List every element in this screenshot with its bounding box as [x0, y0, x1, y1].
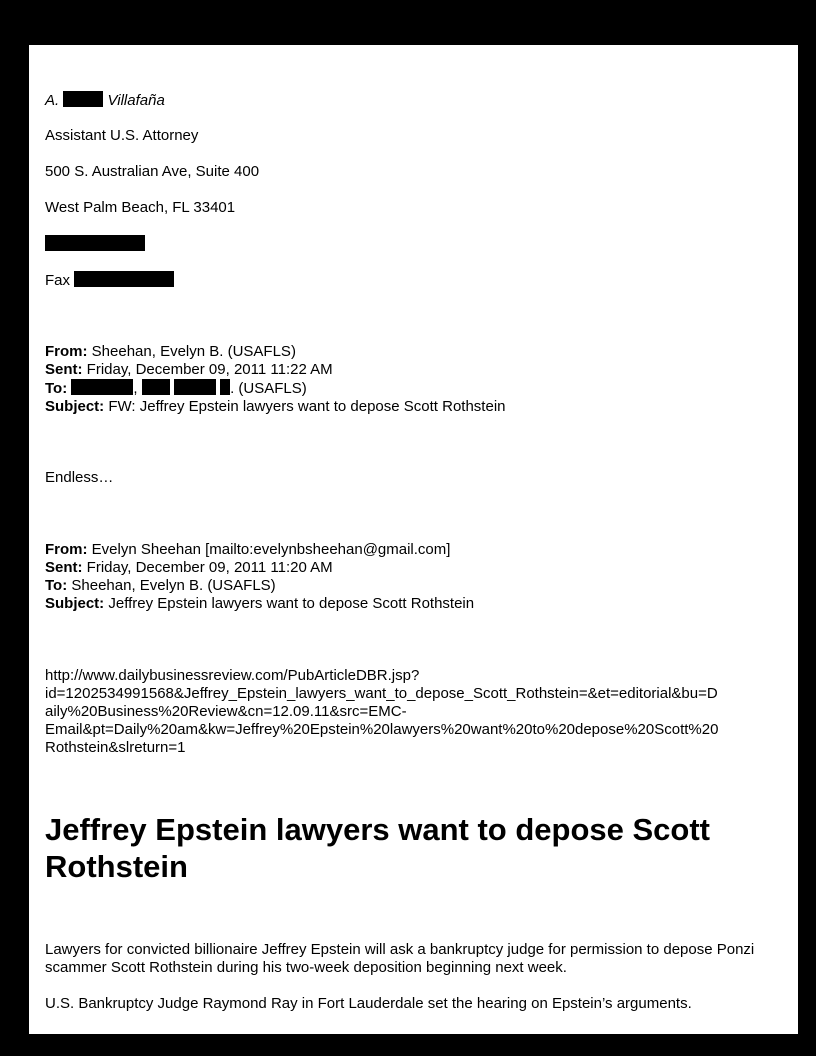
email-subject-row — [45, 398, 506, 416]
sent-label: Sent: — [45, 361, 83, 378]
url-line: Rothstein&slreturn=1 — [45, 739, 186, 756]
redaction-box — [71, 379, 133, 395]
signature-last-name: Villafaña — [107, 92, 165, 109]
sent-value: Friday, December 09, 2011 11:20 AM — [86, 559, 333, 576]
signature-fax — [45, 271, 174, 290]
redaction-box — [74, 271, 174, 287]
to-value: . (USAFLS) — [230, 380, 307, 397]
email-to-row: To: , . (USAFLS) — [45, 380, 307, 397]
from-value: Evelyn Sheehan [mailto:evelynbsheehan@gmail.com] — [91, 541, 451, 558]
email-from-row — [45, 343, 506, 361]
sent-value: Friday, December 09, 2011 11:22 AM — [86, 361, 333, 378]
email-sent-row — [45, 559, 474, 577]
url-line: aily%20Business%20Review&cn=12.09.11&src=EMC- — [45, 703, 407, 720]
from-value: Sheehan, Evelyn B. (USAFLS) — [91, 343, 296, 360]
email-subject-row — [45, 595, 474, 613]
signature-name — [45, 91, 165, 110]
signature-first-initial: A. — [45, 92, 60, 109]
url-line: Email&pt=Daily%20am&kw=Jeffrey%20Epstein%20lawyers%20want%20to%20depose%20Scott%20 — [45, 721, 719, 738]
redaction-box — [142, 379, 170, 395]
sent-label: Sent: — [45, 559, 83, 576]
subject-value: FW: Jeffrey Epstein lawyers want to depose Scott Rothstein — [108, 398, 506, 415]
subject-label: Subject: — [45, 595, 105, 612]
to-label: To: — [45, 380, 68, 397]
email-header-2 — [45, 541, 474, 613]
redaction-box — [174, 379, 216, 395]
signature-address-line1: 500 S. Australian Ave, Suite 400 — [45, 163, 260, 180]
redaction-box — [63, 91, 103, 107]
subject-label: Subject: — [45, 398, 105, 415]
document-page — [29, 45, 798, 1034]
fax-label: Fax — [45, 272, 71, 289]
signature-address-line2: West Palm Beach, FL 33401 — [45, 199, 236, 216]
article-paragraph-2: U.S. Bankruptcy Judge Raymond Ray in Fort Lauderdale set the hearing on Epstein’s arguments. — [45, 995, 692, 1012]
from-label: From: — [45, 343, 88, 360]
article-headline: Jeffrey Epstein lawyers want to depose Scott Rothstein — [45, 812, 710, 884]
signature-phone — [45, 235, 145, 254]
email-body-1: Endless… — [45, 469, 114, 486]
from-label: From: — [45, 541, 88, 558]
signature-title: Assistant U.S. Attorney — [45, 127, 199, 144]
redaction-box — [45, 235, 145, 251]
redaction-box — [220, 379, 230, 395]
email-header-1 — [45, 343, 506, 416]
email-sent-row — [45, 361, 506, 379]
subject-value: Jeffrey Epstein lawyers want to depose Scott Rothstein — [108, 595, 475, 612]
email-to-row — [45, 577, 474, 595]
article-url[interactable] — [45, 667, 785, 757]
url-line: http://www.dailybusinessreview.com/PubArticleDBR.jsp? — [45, 667, 420, 684]
article-paragraph-1: Lawyers for convicted billionaire Jeffrey Epstein will ask a bankruptcy judge for permission to depose Ponzi scammer Scott Rothstein during his two-week deposition beginning next week. — [45, 941, 755, 976]
to-value: Sheehan, Evelyn B. (USAFLS) — [71, 577, 276, 594]
url-line: id=1202534991568&Jeffrey_Epstein_lawyers_want_to_depose_Scott_Rothstein=&et=editorial&bu=D — [45, 685, 718, 702]
email-from-row — [45, 541, 474, 559]
to-label: To: — [45, 577, 68, 594]
